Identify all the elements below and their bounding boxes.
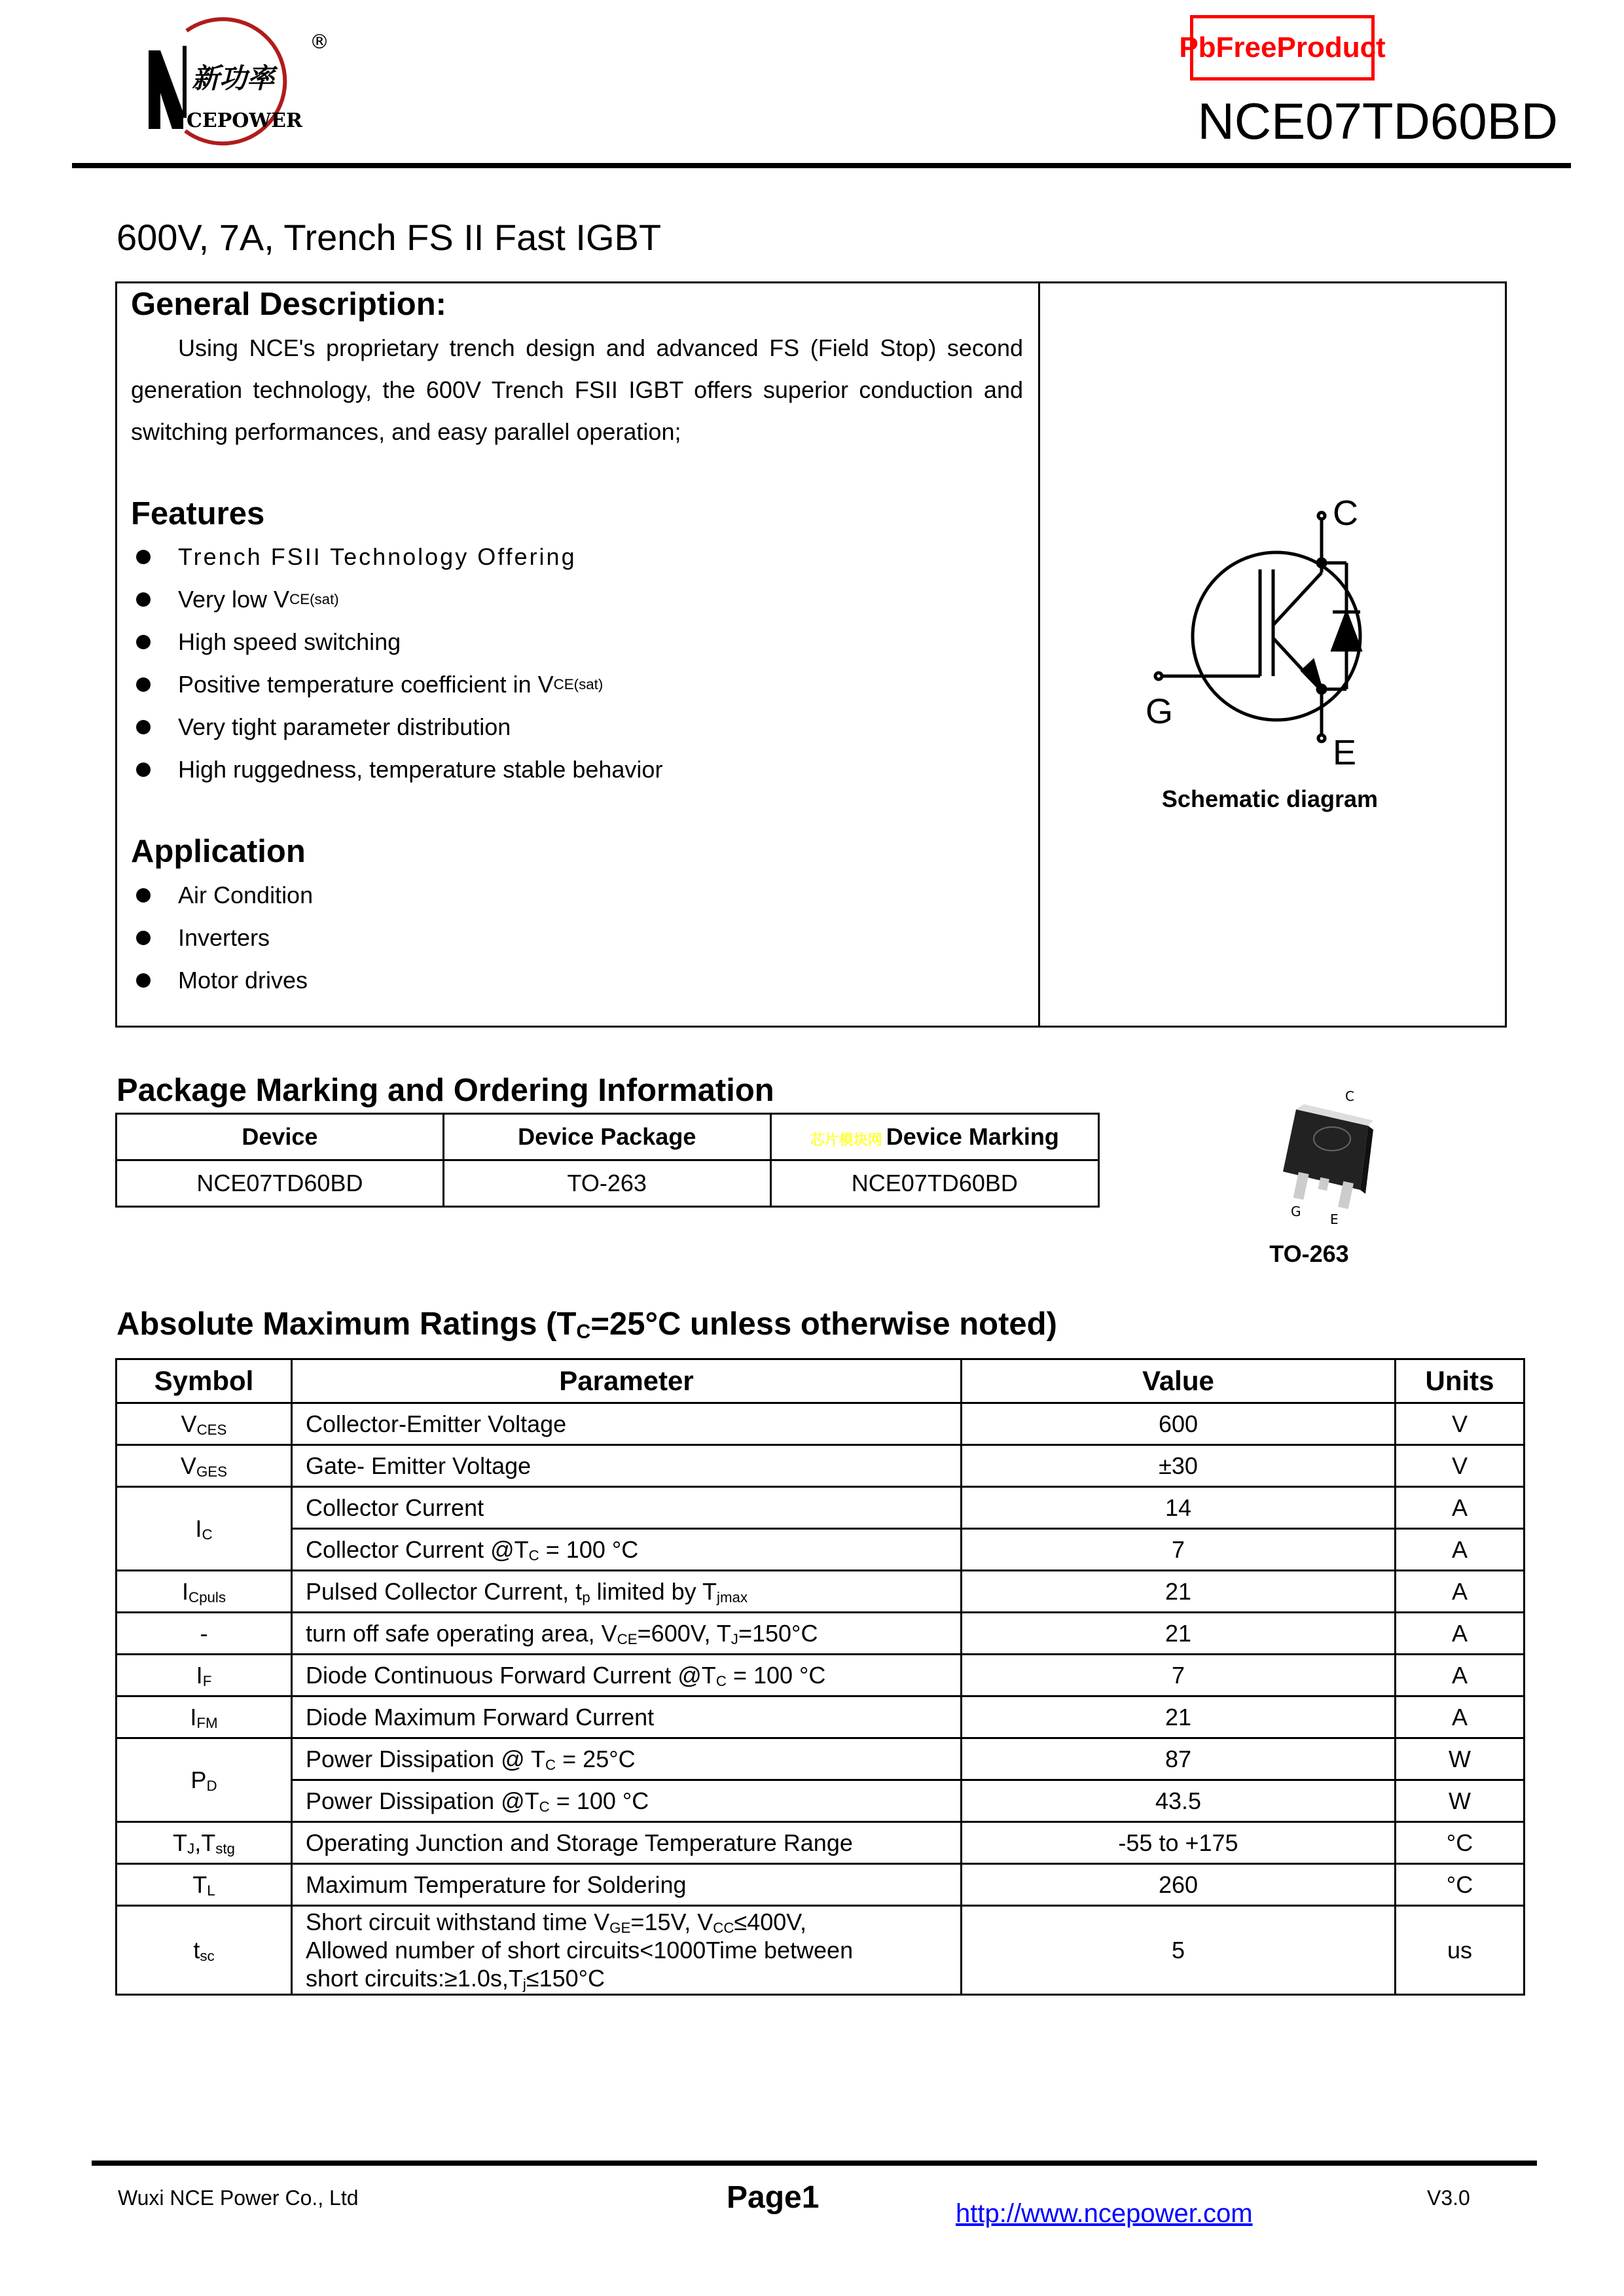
schematic-caption: Schematic diagram bbox=[1161, 785, 1379, 812]
cell-symbol: - bbox=[117, 1613, 292, 1655]
cell-parameter: Operating Junction and Storage Temperature Range bbox=[292, 1822, 962, 1864]
cell-value: 21 bbox=[962, 1613, 1396, 1655]
svg-text:G: G bbox=[1291, 1204, 1301, 1219]
table-row bbox=[117, 1906, 1525, 1995]
general-description-title: General Description: bbox=[131, 287, 446, 322]
svg-text:®: ® bbox=[310, 31, 329, 54]
table-header-row bbox=[117, 1114, 1099, 1160]
application-item: Motor drives bbox=[136, 959, 313, 1001]
svg-text:G: G bbox=[1146, 692, 1174, 731]
general-description-body: Using NCE's proprietary trench design and advanced FS (Field Stop) second generation technology, the 600V Trench FSII IGBT offers superior conduction and switching performances, and easy parallel operation; bbox=[131, 334, 1023, 445]
bullet-icon bbox=[136, 888, 151, 903]
table-row bbox=[117, 1487, 1525, 1529]
cell-unit: A bbox=[1396, 1655, 1525, 1696]
feature-item: High ruggedness, temperature stable behavior bbox=[136, 748, 662, 791]
application-item: Inverters bbox=[136, 916, 313, 959]
cell-parameter: Collector Current @TC = 100 °C bbox=[292, 1529, 962, 1571]
cell-value: 87 bbox=[962, 1738, 1396, 1780]
svg-text:C: C bbox=[1333, 493, 1358, 533]
cell-marking: NCE07TD60BD bbox=[770, 1160, 1098, 1207]
part-number: NCE07TD60BD bbox=[1197, 92, 1558, 150]
pb-free-label: PbFreeProduct bbox=[1179, 31, 1386, 63]
col-parameter: Parameter bbox=[292, 1359, 962, 1403]
feature-item: High speed switching bbox=[136, 620, 662, 663]
svg-text:E: E bbox=[1333, 733, 1357, 772]
cell-unit: V bbox=[1396, 1403, 1525, 1445]
package-info-title: Package Marking and Ordering Information bbox=[117, 1073, 774, 1108]
cell-symbol: IF bbox=[117, 1655, 292, 1696]
cell-symbol: tsc bbox=[117, 1906, 292, 1995]
svg-text:C: C bbox=[1345, 1088, 1354, 1104]
application-title: Application bbox=[131, 834, 306, 869]
cell-parameter: Collector-Emitter Voltage bbox=[292, 1403, 962, 1445]
col-symbol: Symbol bbox=[117, 1359, 292, 1403]
bullet-icon bbox=[136, 762, 151, 777]
cell-package: TO-263 bbox=[443, 1160, 770, 1207]
table-row bbox=[117, 1822, 1525, 1864]
cell-unit: A bbox=[1396, 1571, 1525, 1613]
cell-value: 21 bbox=[962, 1696, 1396, 1738]
cell-symbol: IFM bbox=[117, 1696, 292, 1738]
feature-item: Trench FSII Technology Offering bbox=[136, 535, 662, 578]
cell-unit: V bbox=[1396, 1445, 1525, 1487]
col-units: Units bbox=[1396, 1359, 1525, 1403]
pb-free-badge bbox=[1179, 15, 1386, 81]
cell-parameter: Collector Current bbox=[292, 1487, 962, 1529]
col-value: Value bbox=[962, 1359, 1396, 1403]
cell-value: 21 bbox=[962, 1571, 1396, 1613]
cell-symbol: VGES bbox=[117, 1445, 292, 1487]
cell-unit: us bbox=[1396, 1906, 1525, 1995]
cell-value: 14 bbox=[962, 1487, 1396, 1529]
table-row bbox=[117, 1864, 1525, 1906]
cell-value: 600 bbox=[962, 1403, 1396, 1445]
cell-value: 260 bbox=[962, 1864, 1396, 1906]
table-row bbox=[117, 1529, 1525, 1571]
application-list bbox=[136, 874, 313, 1001]
company-logo bbox=[134, 14, 337, 149]
footer-company: Wuxi NCE Power Co., Ltd bbox=[118, 2186, 359, 2210]
cell-unit: W bbox=[1396, 1738, 1525, 1780]
to263-package-image bbox=[1257, 1073, 1388, 1224]
cell-device: NCE07TD60BD bbox=[117, 1160, 444, 1207]
igbt-schematic bbox=[1139, 484, 1414, 772]
cell-parameter: Gate- Emitter Voltage bbox=[292, 1445, 962, 1487]
website-link[interactable]: http://www.ncepower.com bbox=[956, 2199, 1253, 2228]
svg-text:CEPOWER: CEPOWER bbox=[187, 109, 302, 132]
cell-symbol: TL bbox=[117, 1864, 292, 1906]
table-row bbox=[117, 1160, 1099, 1207]
table-row bbox=[117, 1738, 1525, 1780]
cell-symbol: VCES bbox=[117, 1403, 292, 1445]
cell-parameter: Short circuit withstand time VGE=15V, VCC≤400V, Allowed number of short circuits<1000Time between short circuits:≥1.0s,Tj≤150°C bbox=[292, 1906, 962, 1995]
cell-parameter: Maximum Temperature for Soldering bbox=[292, 1864, 962, 1906]
package-info-table bbox=[115, 1113, 1100, 1208]
cell-unit: A bbox=[1396, 1613, 1525, 1655]
abs-max-ratings-table bbox=[115, 1358, 1525, 1996]
igbt-diode-schematic-icon bbox=[1139, 484, 1414, 772]
cell-parameter: Pulsed Collector Current, tp limited by Tjmax bbox=[292, 1571, 962, 1613]
table-header-row bbox=[117, 1359, 1525, 1403]
cell-value: 5 bbox=[962, 1906, 1396, 1995]
cell-parameter: Diode Continuous Forward Current @TC = 100 °C bbox=[292, 1655, 962, 1696]
ncepower-logo-icon bbox=[134, 14, 337, 149]
table-row bbox=[117, 1403, 1525, 1445]
cell-symbol: TJ,Tstg bbox=[117, 1822, 292, 1864]
cell-parameter: Power Dissipation @ TC = 25°C bbox=[292, 1738, 962, 1780]
table-row bbox=[117, 1445, 1525, 1487]
table-row bbox=[117, 1613, 1525, 1655]
cell-symbol: PD bbox=[117, 1738, 292, 1822]
cell-value: 7 bbox=[962, 1529, 1396, 1571]
cell-parameter: Diode Maximum Forward Current bbox=[292, 1696, 962, 1738]
feature-item: Very low V CE(sat) bbox=[136, 578, 662, 620]
cell-parameter: turn off safe operating area, VCE=600V, TJ=150°C bbox=[292, 1613, 962, 1655]
bullet-icon bbox=[136, 550, 151, 564]
header-divider bbox=[72, 163, 1571, 168]
footer-divider bbox=[92, 2161, 1537, 2166]
bullet-icon bbox=[136, 973, 151, 988]
table-row bbox=[117, 1571, 1525, 1613]
features-list bbox=[136, 535, 662, 791]
document-version: V3.0 bbox=[1427, 2186, 1470, 2210]
application-item: Air Condition bbox=[136, 874, 313, 916]
cell-symbol: IC bbox=[117, 1487, 292, 1571]
cell-unit: W bbox=[1396, 1780, 1525, 1822]
table-row bbox=[117, 1780, 1525, 1822]
feature-item: Very tight parameter distribution bbox=[136, 706, 662, 748]
features-title: Features bbox=[131, 496, 265, 531]
overview-divider bbox=[1038, 281, 1040, 1028]
feature-item: Positive temperature coefficient in V CE(sat) bbox=[136, 663, 662, 706]
abs-max-ratings-title: Absolute Maximum Ratings (TC=25°C unless otherwise noted) bbox=[117, 1306, 1057, 1343]
table-row bbox=[117, 1696, 1525, 1738]
cell-value: -55 to +175 bbox=[962, 1822, 1396, 1864]
cell-value: 7 bbox=[962, 1655, 1396, 1696]
package-caption: TO-263 bbox=[1269, 1240, 1349, 1267]
col-device-marking: 芯片模块网 Device Marking bbox=[770, 1114, 1098, 1160]
cell-value: ±30 bbox=[962, 1445, 1396, 1487]
cell-unit: A bbox=[1396, 1529, 1525, 1571]
product-subtitle: 600V, 7A, Trench FS II Fast IGBT bbox=[117, 217, 662, 258]
bullet-icon bbox=[136, 635, 151, 649]
cell-unit: A bbox=[1396, 1487, 1525, 1529]
cell-unit: °C bbox=[1396, 1864, 1525, 1906]
bullet-icon bbox=[136, 720, 151, 734]
cell-parameter: Power Dissipation @TC = 100 °C bbox=[292, 1780, 962, 1822]
col-device: Device bbox=[117, 1114, 444, 1160]
svg-text:新功率: 新功率 bbox=[192, 62, 275, 94]
cell-unit: A bbox=[1396, 1696, 1525, 1738]
bullet-icon bbox=[136, 677, 151, 692]
page-number: Page1 bbox=[727, 2180, 820, 2215]
bullet-icon bbox=[136, 592, 151, 607]
general-description-text bbox=[131, 327, 1023, 453]
watermark: 芯片模块网 bbox=[810, 1132, 882, 1148]
cell-symbol: ICpuls bbox=[117, 1571, 292, 1613]
cell-unit: °C bbox=[1396, 1822, 1525, 1864]
to263-package-icon bbox=[1257, 1073, 1388, 1224]
cell-value: 43.5 bbox=[962, 1780, 1396, 1822]
col-device-package: Device Package bbox=[443, 1114, 770, 1160]
table-row bbox=[117, 1655, 1525, 1696]
svg-text:E: E bbox=[1330, 1211, 1339, 1224]
bullet-icon bbox=[136, 931, 151, 945]
